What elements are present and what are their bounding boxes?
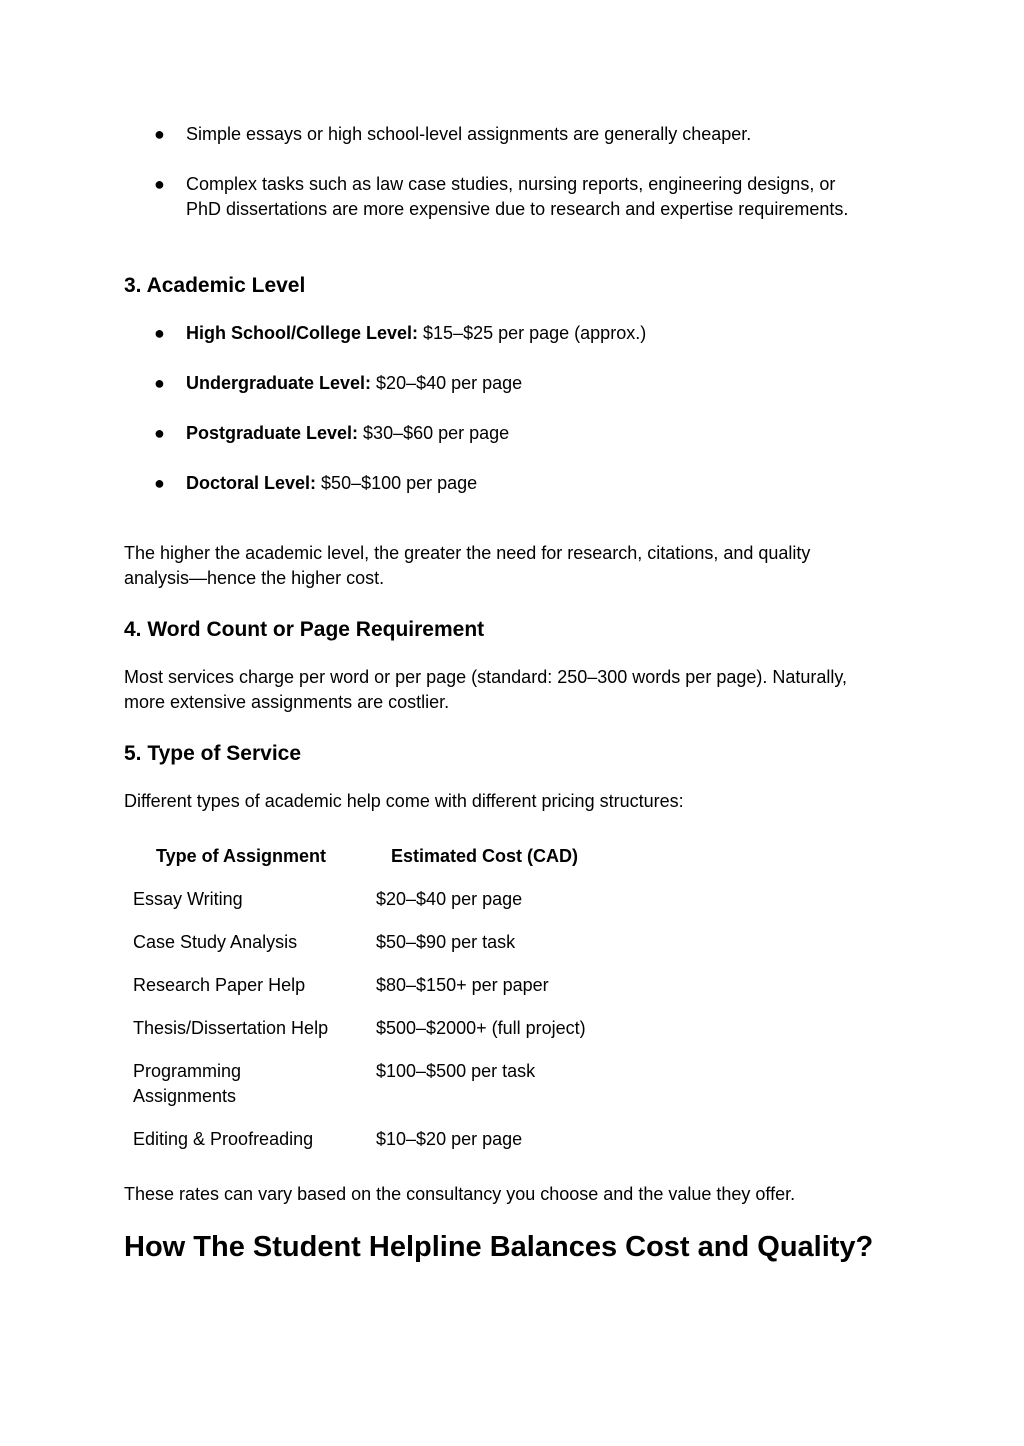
level-price: $20–$40 per page (371, 373, 523, 393)
paragraph: These rates can vary based on the consultancy you choose and the value they offer. (124, 1184, 796, 1204)
level-label: Undergraduate Level: (186, 373, 372, 393)
table-cell: Research Paper Help (133, 975, 306, 995)
bullet-icon: ● (154, 124, 165, 144)
level-price: $15–$25 per page (approx.) (418, 323, 647, 343)
table-header-cell: Type of Assignment (156, 846, 327, 866)
table-cell: $10–$20 per page (376, 1129, 523, 1149)
bullet-icon: ● (154, 373, 165, 393)
section-heading: 5. Type of Service (124, 742, 302, 765)
list-item-text (186, 371, 522, 396)
bullet-icon: ● (154, 323, 165, 343)
section-heading: 3. Academic Level (124, 274, 306, 297)
bullet-icon: ● (154, 174, 165, 194)
paragraph: analysis—hence the higher cost. (124, 568, 385, 588)
level-label: High School/College Level: (186, 323, 419, 343)
table-cell: Thesis/Dissertation Help (133, 1018, 329, 1038)
table-cell: Essay Writing (133, 889, 243, 909)
level-label: Doctoral Level: (186, 473, 317, 493)
paragraph: Different types of academic help come with different pricing structures: (124, 791, 684, 811)
level-price: $30–$60 per page (358, 423, 510, 443)
paragraph: The higher the academic level, the greater the need for research, citations, and quality (124, 543, 811, 563)
level-price: $50–$100 per page (316, 473, 478, 493)
table-cell: Programming (133, 1061, 242, 1081)
bullet-icon: ● (154, 473, 165, 493)
list-item-text (186, 321, 646, 346)
table-cell: Case Study Analysis (133, 932, 298, 952)
list-item-text: Simple essays or high school-level assignments are generally cheaper. (186, 124, 752, 144)
list-item-text (186, 471, 477, 496)
list-item-text: Complex tasks such as law case studies, nursing reports, engineering designs, or (186, 174, 836, 194)
table-cell: $80–$150+ per paper (376, 975, 549, 995)
paragraph: more extensive assignments are costlier. (124, 692, 450, 712)
paragraph: Most services charge per word or per page (standard: 250–300 words per page). Naturally, (124, 667, 848, 687)
page-heading: How The Student Helpline Balances Cost and Quality? (124, 1231, 874, 1263)
section-heading: 4. Word Count or Page Requirement (124, 618, 485, 641)
list-item-text (186, 421, 509, 446)
table-header-cell: Estimated Cost (CAD) (391, 846, 579, 866)
table-cell: $100–$500 per task (376, 1061, 536, 1081)
level-label: Postgraduate Level: (186, 423, 359, 443)
list-item-text: PhD dissertations are more expensive due to research and expertise requirements. (186, 199, 849, 219)
table-cell: $20–$40 per page (376, 889, 523, 909)
table-cell: $50–$90 per task (376, 932, 516, 952)
bullet-icon: ● (154, 423, 165, 443)
table-cell: $500–$2000+ (full project) (376, 1018, 586, 1038)
table-cell: Assignments (133, 1086, 237, 1106)
table-cell: Editing & Proofreading (133, 1129, 314, 1149)
